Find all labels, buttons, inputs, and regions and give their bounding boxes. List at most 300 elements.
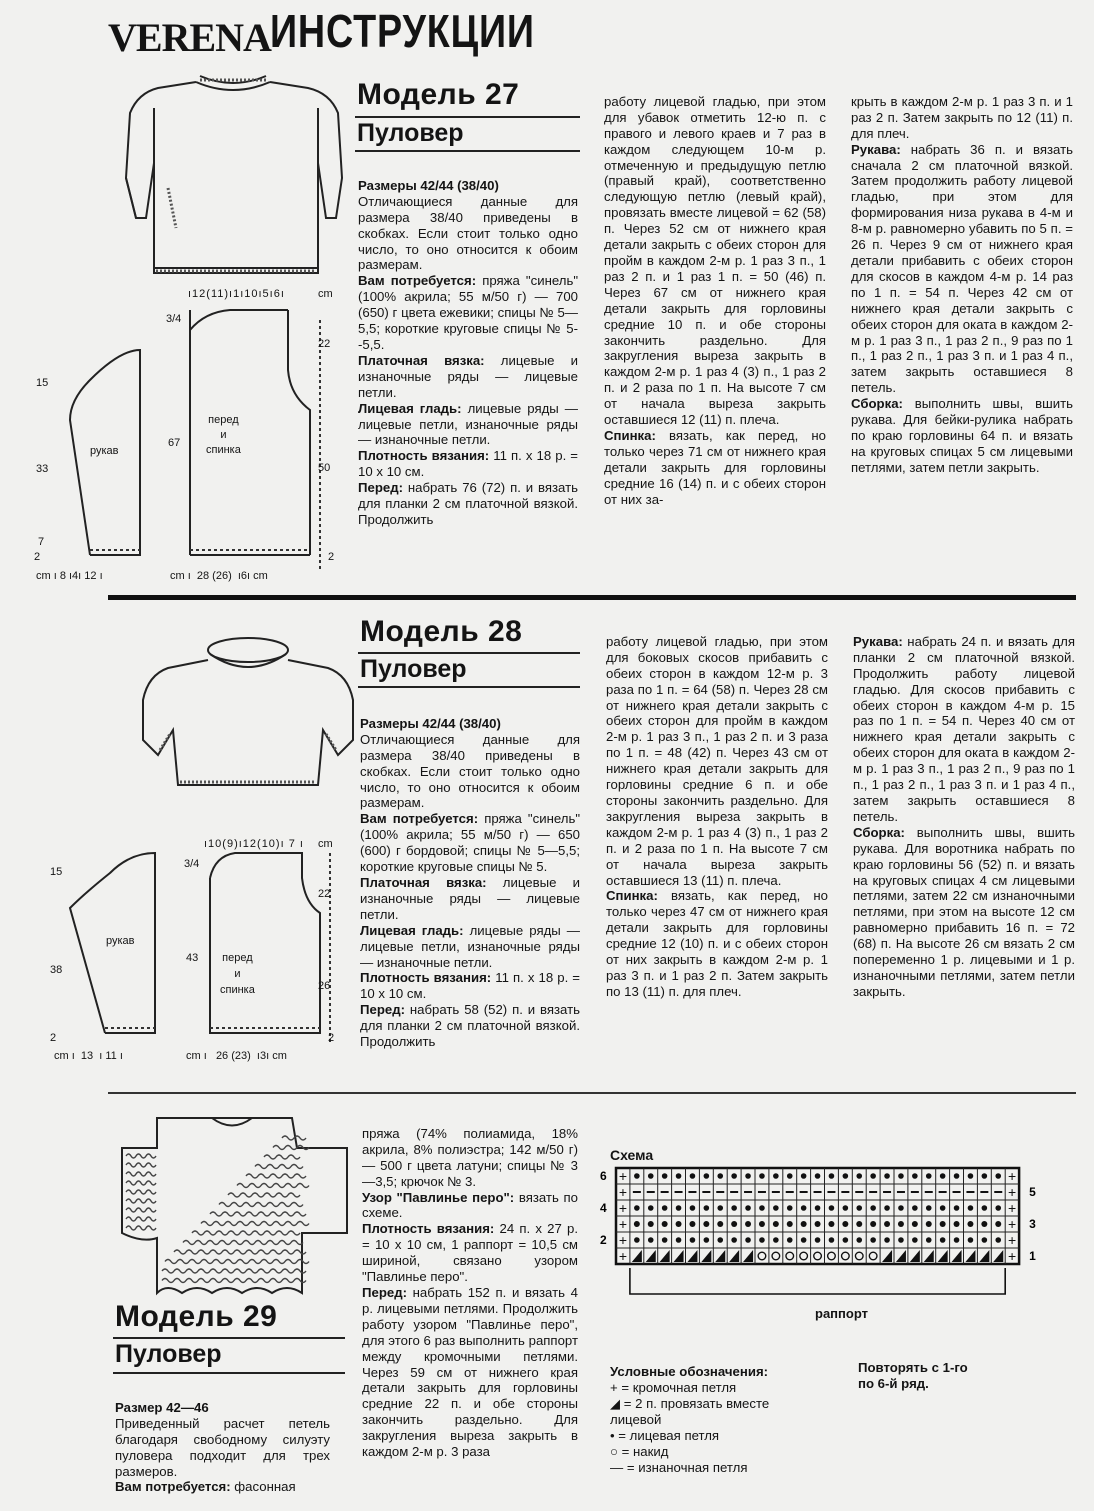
paragraph-text: вязать, как перед, но только через 71 см от нижнего края детали закрыть для горловины средние 16 (14) п. и с обеих сторон от них за- xyxy=(604,427,826,507)
paragraph xyxy=(851,142,1073,397)
model29-title: Модель 29 xyxy=(115,1300,278,1333)
k2tog-symbol xyxy=(910,1250,920,1262)
row-number-right: 1 xyxy=(1029,1249,1036,1263)
paragraph-heading: Плотность вязания: xyxy=(358,448,490,464)
paragraph-heading: Плотность вязания: xyxy=(360,970,492,986)
k2tog-symbol xyxy=(646,1250,656,1262)
paragraph-heading: Размеры 42/44 (38/40) xyxy=(360,715,501,731)
model28-subtitle: Пуловер xyxy=(360,655,467,683)
paragraph xyxy=(853,634,1075,825)
paragraph-heading: Рукава: xyxy=(851,141,901,157)
knit-stitch-symbol xyxy=(982,1237,988,1243)
knit-stitch-symbol xyxy=(717,1205,723,1211)
knit-stitch-symbol xyxy=(982,1173,988,1179)
knit-stitch-symbol xyxy=(884,1205,890,1211)
paragraph-heading: Сборка: xyxy=(851,396,903,412)
paragraph-heading: Вам потребуется: xyxy=(115,1479,231,1495)
knit-stitch-symbol xyxy=(856,1205,862,1211)
paragraph xyxy=(360,923,580,971)
paragraph xyxy=(362,1126,578,1190)
k2tog-symbol xyxy=(896,1250,906,1262)
k2tog-symbol xyxy=(701,1250,711,1262)
model27-body-label: перед и спинка xyxy=(206,414,241,456)
row-number-right: 3 xyxy=(1029,1217,1036,1231)
wave-line xyxy=(126,1217,156,1221)
model28-v26: 26 xyxy=(318,980,331,992)
knit-stitch-symbol xyxy=(815,1205,821,1211)
model28-v15: 15 xyxy=(50,866,63,878)
knit-stitch-symbol xyxy=(940,1237,946,1243)
knit-stitch-symbol xyxy=(787,1205,793,1211)
paragraph-text: лицевые ряды — лицевые петли, изнаночные ряды — изнаночные петли. xyxy=(360,922,580,970)
edge-stitch-symbol: + xyxy=(618,1248,628,1264)
edge-stitch-symbol: + xyxy=(1008,1232,1017,1248)
knit-stitch-symbol xyxy=(968,1205,974,1211)
model27-frac: 3/4 xyxy=(166,313,182,325)
knit-stitch-symbol xyxy=(676,1205,682,1211)
paragraph xyxy=(115,1400,330,1416)
rapport-bracket xyxy=(630,1268,1005,1294)
yarn-over-symbol xyxy=(800,1252,808,1260)
yarn-over-symbol xyxy=(855,1252,863,1260)
knit-stitch-symbol xyxy=(634,1221,640,1227)
model28-body-label: перед и спинка xyxy=(220,952,255,996)
knit-stitch-symbol xyxy=(870,1237,876,1243)
knit-stitch-symbol xyxy=(912,1205,918,1211)
paragraph xyxy=(358,194,578,274)
paragraph xyxy=(362,1190,578,1222)
model29-col2 xyxy=(362,1110,578,1476)
paragraph-text: фасонная xyxy=(230,1479,296,1495)
wave-line xyxy=(210,1212,306,1216)
model27-title: Модель 27 xyxy=(357,78,520,111)
paragraph xyxy=(360,875,580,923)
wave-line xyxy=(126,1154,156,1158)
paragraph-heading: Размеры 42/44 (38/40) xyxy=(358,177,499,193)
model27-pattern-diagram xyxy=(30,300,340,590)
knit-stitch-symbol xyxy=(995,1205,1001,1211)
model28-v43: 43 xyxy=(186,952,199,964)
model27-col2 xyxy=(604,78,826,523)
knit-stitch-symbol xyxy=(731,1237,737,1243)
knit-stitch-symbol xyxy=(815,1221,821,1227)
knit-stitch-symbol xyxy=(773,1237,779,1243)
paragraph-heading: Платочная вязка: xyxy=(358,352,485,368)
knit-stitch-symbol xyxy=(870,1221,876,1227)
paragraph-text: выполнить швы, вшить рукава. Для бейки-рулика набрать по краю горловины 64 п. и вязать на круговых спицах 5 см лицевыми петлями, затем петли закрыть. xyxy=(851,396,1073,475)
paragraph-heading: Платочная вязка: xyxy=(360,874,487,890)
legend-item: ○ = накид xyxy=(610,1444,669,1459)
k2tog-symbol xyxy=(952,1250,962,1262)
knit-stitch-symbol xyxy=(648,1237,654,1243)
section-divider-2 xyxy=(108,1092,1076,1094)
knit-stitch-symbol xyxy=(745,1205,751,1211)
row-number-left: 2 xyxy=(600,1233,607,1247)
k2tog-symbol xyxy=(979,1250,989,1262)
paragraph-heading: Спинка: xyxy=(604,427,656,443)
knit-stitch-symbol xyxy=(982,1205,988,1211)
knit-stitch-symbol xyxy=(940,1205,946,1211)
scheme-legend-title: Условные обозначения: xyxy=(610,1364,769,1379)
k2tog-symbol xyxy=(743,1250,753,1262)
knit-stitch-symbol xyxy=(843,1205,849,1211)
knit-stitch-symbol xyxy=(676,1221,682,1227)
model27-col3 xyxy=(851,78,1073,492)
knit-stitch-symbol xyxy=(912,1237,918,1243)
paragraph-text: пряжа "синель" (100% акрила; 55 м/50 г) — 700 (650) г цвета ежевики; спицы № 5—5,5; короткие круговые спицы № 5--5,5. xyxy=(358,273,578,352)
paragraph-text: лицевые и изнаночные ряды — лицевые петли. xyxy=(358,352,578,400)
paragraph-heading: Перед: xyxy=(362,1284,407,1300)
model27-v22: 22 xyxy=(318,338,331,350)
knit-stitch-symbol xyxy=(926,1221,932,1227)
knit-stitch-symbol xyxy=(662,1173,668,1179)
knit-stitch-symbol xyxy=(801,1173,807,1179)
knit-stitch-symbol xyxy=(662,1205,668,1211)
knit-stitch-symbol xyxy=(634,1205,640,1211)
knit-stitch-symbol xyxy=(843,1173,849,1179)
knit-stitch-symbol xyxy=(690,1237,696,1243)
paragraph xyxy=(358,353,578,401)
wave-line xyxy=(126,1172,156,1176)
model28-bottom-body: cm ı 26 (23) ı3ı cm xyxy=(186,1050,287,1062)
scheme-repeat-note: Повторять с 1-го по 6-й ряд. xyxy=(858,1360,968,1391)
paragraph xyxy=(604,428,826,508)
paragraph-text: 11 п. х 18 р. = 10 х 10 см. xyxy=(360,970,580,1002)
paragraph xyxy=(358,273,578,353)
edge-stitch-symbol: + xyxy=(1008,1248,1017,1264)
wave-line xyxy=(165,1260,309,1264)
wave-line xyxy=(174,1250,306,1254)
model27-v2: 2 xyxy=(34,551,41,563)
knit-stitch-symbol xyxy=(870,1173,876,1179)
scheme-chart xyxy=(596,1160,1046,1310)
knit-stitch-symbol xyxy=(926,1237,932,1243)
paragraph-heading: Сборка: xyxy=(853,824,905,840)
paragraph xyxy=(362,1221,578,1285)
model28-col3 xyxy=(853,618,1075,1016)
paragraph-heading: Вам потребуется: xyxy=(360,811,479,827)
knit-stitch-symbol xyxy=(676,1237,682,1243)
knit-stitch-symbol xyxy=(829,1237,835,1243)
knit-stitch-symbol xyxy=(676,1173,682,1179)
edge-stitch-symbol: + xyxy=(618,1200,628,1216)
paragraph xyxy=(360,970,580,1002)
wave-line xyxy=(183,1241,303,1245)
paragraph xyxy=(853,825,1075,1000)
yarn-over-symbol xyxy=(814,1252,822,1260)
knit-stitch-symbol xyxy=(842,1221,848,1227)
paragraph-text: работу лицевой гладью, при этом для боковых скосов прибавить с обеих сторон в каждом 12-м р. 3 раза по 1 п. = 64 (58) п. Через 28 см от нижнего края детали закрыть с обеих сторон для пройм в каждом 2-м р. 1 раз 3 п., 1 раз 2 п. и 3 раза по 1 п. = 48 (42) п. Через 43 см от нижнего края детали закрыть для горловины средние 6 п. и обе стороны закончить раздельно. Для закругления выреза закрыть в каждом 2-м р. 1 раз 4 (3) п., 1 раз 2 п. и 2 раза по 1 п. На высоте 7 см от начала выреза закрыть оставшиеся 13 (11) п. плеча. xyxy=(606,633,828,888)
model29-subtitle: Пуловер xyxy=(115,1340,222,1368)
model27-col1 xyxy=(358,162,578,544)
wave-line xyxy=(162,1269,306,1273)
knit-stitch-symbol xyxy=(995,1221,1001,1227)
knit-stitch-symbol xyxy=(954,1221,960,1227)
paragraph xyxy=(358,178,578,194)
knit-stitch-symbol xyxy=(843,1237,849,1243)
wave-line xyxy=(273,1146,309,1150)
yarn-over-symbol xyxy=(869,1252,877,1260)
paragraph xyxy=(358,401,578,449)
model27-top-dimensions: ı12(11)ı1ı10ı5ı6ı xyxy=(188,288,285,300)
wave-line xyxy=(126,1226,156,1230)
yarn-over-symbol xyxy=(786,1252,794,1260)
model27-title-underline xyxy=(355,116,580,118)
knit-stitch-symbol xyxy=(787,1237,793,1243)
model29-title-underline xyxy=(113,1337,345,1339)
scheme-label: Схема xyxy=(610,1147,654,1163)
knit-stitch-symbol xyxy=(926,1205,932,1211)
k2tog-symbol xyxy=(993,1250,1003,1262)
wave-line xyxy=(126,1208,156,1212)
edge-stitch-symbol: + xyxy=(618,1184,628,1200)
edge-stitch-symbol: + xyxy=(618,1232,628,1248)
model28-subtitle-underline xyxy=(358,686,580,688)
knit-stitch-symbol xyxy=(884,1237,890,1243)
knit-stitch-symbol xyxy=(717,1221,723,1227)
legend-item: + = кромочная петля xyxy=(610,1380,737,1395)
knit-stitch-symbol xyxy=(912,1173,918,1179)
model28-title-underline xyxy=(358,652,580,654)
k2tog-symbol xyxy=(882,1250,892,1262)
k2tog-symbol xyxy=(632,1250,642,1262)
knit-stitch-symbol xyxy=(995,1173,1001,1179)
wave-line xyxy=(246,1174,306,1178)
wave-line xyxy=(237,1184,309,1188)
paragraph-text: Приведенный расчет петель благодаря свободному силуэту пуловера подходит для трех размеров. xyxy=(115,1415,330,1479)
page-title: ИНСТРУКЦИИ xyxy=(270,5,535,57)
paragraph-text: лицевые ряды — лицевые петли, изнаночные ряды — изнаночные петли. xyxy=(358,400,578,448)
paragraph-text: набрать 36 п. и вязать сначала 2 см платочной вязкой. Затем продолжить работу лицевой гладью, при этом для формирования низа рукава в 4-м и 8-м р. равномерно убавить по 5 п. = 26 п. Через 9 см от нижнего края детали прибавить с обеих сторон для скосов в каждом 4-м р. 14 раз по 1 п. = 54 п. Через 42 см от нижнего края детали закрыть с обеих сторон для оката в каждом 2-м р. 1 раз 3 п., 1 раз 2 п., 9 раз по 1 п., 1 раз 2 п., 1 раз 3 п. и 1 раз 4 п., затем закрыть оставшиеся 8 петель. xyxy=(851,141,1073,396)
k2tog-symbol xyxy=(965,1250,975,1262)
paragraph xyxy=(362,1285,578,1460)
knit-stitch-symbol xyxy=(856,1237,862,1243)
knit-stitch-symbol xyxy=(690,1205,696,1211)
knit-stitch-symbol xyxy=(648,1205,654,1211)
paragraph xyxy=(360,1002,580,1050)
paragraph-text: лицевые и изнаночные ряды — лицевые петли. xyxy=(360,874,580,922)
model27-v67: 67 xyxy=(168,437,181,449)
knit-stitch-symbol xyxy=(995,1237,1001,1243)
paragraph-text: выполнить швы, вшить рукава. Для воротника набрать по краю горловины 56 (52) п. и вязать на круговых спицах 4 см лицевыми петлями, затем 22 см изнаночными петлями, при этом на высоте 12 см равномерно прибавить 16 п. = 72 (68) п. На высоте 26 см вязать 2 см попеременно 1 р. лицевыми и 1 р. изнаночными петлями, затем петли закрыть. xyxy=(853,824,1075,999)
knit-stitch-symbol xyxy=(731,1205,737,1211)
wave-line xyxy=(228,1193,300,1197)
knit-stitch-symbol xyxy=(717,1237,723,1243)
k2tog-symbol xyxy=(674,1250,684,1262)
legend-item: ◢ = 2 п. провязать вместе лицевой xyxy=(610,1396,770,1427)
knit-stitch-symbol xyxy=(801,1237,807,1243)
knit-stitch-symbol xyxy=(773,1205,779,1211)
wave-line xyxy=(264,1155,300,1159)
k2tog-symbol xyxy=(924,1250,934,1262)
knit-stitch-symbol xyxy=(968,1237,974,1243)
knit-stitch-symbol xyxy=(967,1221,973,1227)
knit-stitch-symbol xyxy=(690,1173,696,1179)
paragraph-text: 11 п. х 18 р. = 10 х 10 см. xyxy=(358,448,578,480)
edge-stitch-symbol: + xyxy=(1008,1184,1017,1200)
paragraph xyxy=(358,448,578,480)
k2tog-symbol xyxy=(715,1250,725,1262)
model27-top-cm: cm xyxy=(318,288,333,300)
knit-stitch-symbol xyxy=(634,1237,640,1243)
knit-stitch-symbol xyxy=(703,1221,709,1227)
model28-frac: 3/4 xyxy=(184,858,200,870)
paragraph-heading: Спинка: xyxy=(606,888,658,904)
wave-line xyxy=(282,1136,306,1140)
knit-stitch-symbol xyxy=(940,1173,946,1179)
knit-stitch-symbol xyxy=(801,1221,807,1227)
paragraph-text: набрать 58 (52) п. и вязать для планки 2 см платочной вязкой. Продолжить xyxy=(360,1002,580,1050)
model27-bottom-sleeve: cm ı 8 ı4ı 12 ı xyxy=(36,570,103,582)
knit-stitch-symbol xyxy=(704,1205,710,1211)
knit-stitch-symbol xyxy=(787,1221,793,1227)
paragraph-heading: Плотность вязания: xyxy=(362,1221,495,1237)
paragraph-heading: Перед: xyxy=(358,480,403,496)
knit-stitch-symbol xyxy=(634,1173,640,1179)
k2tog-symbol xyxy=(729,1250,739,1262)
paragraph xyxy=(851,396,1073,476)
model27-v15: 15 xyxy=(36,377,49,389)
paragraph xyxy=(360,716,580,732)
k2tog-symbol xyxy=(660,1250,670,1262)
knit-stitch-symbol xyxy=(898,1221,904,1227)
paragraph-text: вязать, как перед, но только через 47 см от нижнего края детали закрыть для горловины средние 12 (10) п. и с обеих сторон от них закрыть в каждом 2-м р. 1 раз 3 п. и 1 раз 2 п. Затем закрыть по 13 (11) п. для плеч. xyxy=(606,888,828,999)
knit-stitch-symbol xyxy=(954,1173,960,1179)
paragraph xyxy=(604,94,826,428)
knit-stitch-symbol xyxy=(981,1221,987,1227)
knit-stitch-symbol xyxy=(731,1173,737,1179)
paragraph-text: 24 п. х 27 р. = 10 х 10 см, 1 раппорт = 10,5 см шириной, связано узором "Павлинье перо". xyxy=(362,1221,578,1285)
scheme-rapport-label: раппорт xyxy=(815,1306,868,1321)
knit-stitch-symbol xyxy=(717,1173,723,1179)
paragraph-heading: Вам потребуется: xyxy=(358,273,477,289)
k2tog-symbol xyxy=(687,1250,697,1262)
paragraph xyxy=(360,732,580,812)
knit-stitch-symbol xyxy=(829,1173,835,1179)
paragraph xyxy=(606,888,828,999)
scheme-legend xyxy=(610,1380,790,1476)
model28-title: Модель 28 xyxy=(360,615,523,648)
yarn-over-symbol xyxy=(842,1252,850,1260)
knit-stitch-symbol xyxy=(704,1237,710,1243)
model28-col1 xyxy=(360,700,580,1066)
model28-sleeve-label: рукав xyxy=(106,935,135,947)
yarn-over-symbol xyxy=(772,1252,780,1260)
knit-stitch-symbol xyxy=(773,1221,779,1227)
model28-bottom-sleeve: cm ı 13 ı 11 ı xyxy=(54,1050,123,1062)
knit-stitch-symbol xyxy=(884,1173,890,1179)
knit-stitch-symbol xyxy=(648,1173,654,1179)
paragraph xyxy=(851,94,1073,142)
edge-stitch-symbol: + xyxy=(618,1216,628,1232)
paragraph-text: набрать 24 п. и вязать для планки 2 см платочной вязкой. Продолжить работу лицевой гладью. Для скосов прибавить с обеих сторон в каждом 4-м р. 15 раз по 1 п. = 54 п. Через 40 см от нижнего края детали закрыть с обеих сторон для оката в каждом 2-м р. 1 раз 3 п., 1 раз 2 п., 9 раз по 1 п., 1 раз 2 п., 1 раз 3 п. и 1 раз 4 п., затем закрыть оставшиеся 8 петель. xyxy=(853,633,1075,824)
knit-stitch-symbol xyxy=(815,1173,821,1179)
knit-stitch-symbol xyxy=(829,1205,835,1211)
knit-stitch-symbol xyxy=(898,1205,904,1211)
knit-stitch-symbol xyxy=(662,1237,668,1243)
brand-logo: VERENA xyxy=(108,15,271,60)
paragraph-text: пряжа "синель" (100% акрила; 55 м/50 г) — 650 (600) г бордовой; спицы № 5—5,5; короткие круговые спицы № 5. xyxy=(360,811,580,875)
paragraph-text: крыть в каждом 2-м р. 1 раз 3 п. и 1 раз 2 п. Затем закрыть по 12 (11) п. для плеч. xyxy=(851,93,1073,141)
knit-stitch-symbol xyxy=(662,1221,668,1227)
paragraph-text: работу лицевой гладью, при этом для убавок отметить 12-ю п. с правого и левого краев и 7 раз в каждом следующем 10-м р. отмеченную и предыдущую петлю (правый край), соответственно следующую петлю (левый край), провязать вместе лицевой = 62 (58) п. Через 52 см от нижнего края детали закрыть с обеих сторон для пройм в каждом 2-м р. 1 раз 3 п., 1 раз 2 п. и 1 раз 1 п. = 50 (46) п. Через 67 см от нижнего края детали закрыть для горловины средние 10 п. и обе стороны закончить раздельно. Для закругления выреза закрыть в каждом 2-м р. 1 раз 4 (3) п., 1 раз 2 п. и 2 раза по 1 п. На высоте 7 см от начала выреза закрыть оставшиеся 12 (11) п. плеча. xyxy=(604,93,826,428)
knit-stitch-symbol xyxy=(648,1221,654,1227)
model28-pattern-diagram xyxy=(30,848,340,1048)
yarn-over-symbol xyxy=(828,1252,836,1260)
paragraph xyxy=(115,1479,330,1495)
model28-v38: 38 xyxy=(50,964,63,976)
knit-stitch-symbol xyxy=(954,1205,960,1211)
knit-stitch-symbol xyxy=(745,1237,751,1243)
knit-stitch-symbol xyxy=(815,1237,821,1243)
knit-stitch-symbol xyxy=(898,1237,904,1243)
wave-line xyxy=(192,1231,300,1235)
paragraph xyxy=(358,480,578,528)
knit-stitch-symbol xyxy=(856,1173,862,1179)
model27-sweater-sketch xyxy=(118,68,348,283)
paragraph-heading: Лицевая гладь: xyxy=(360,922,464,938)
wave-line xyxy=(201,1222,309,1226)
knit-stitch-symbol xyxy=(759,1221,765,1227)
section-divider-1 xyxy=(108,595,1076,600)
model29-subtitle-underline xyxy=(113,1372,345,1374)
model29-col1 xyxy=(115,1384,330,1511)
model27-subtitle: Пуловер xyxy=(357,119,464,147)
paragraph xyxy=(606,634,828,889)
knit-stitch-symbol xyxy=(689,1221,695,1227)
edge-stitch-symbol: + xyxy=(1008,1168,1017,1184)
knit-stitch-symbol xyxy=(828,1221,834,1227)
model28-top-cm: cm xyxy=(318,838,333,850)
model27-v33: 33 xyxy=(36,463,49,475)
wave-line xyxy=(126,1163,156,1167)
model27-v7: 7 xyxy=(38,536,45,548)
paragraph-text: Отличающиеся данные для размера 38/40 приведены в скобках. Если стоит только одно число, то оно относится к обоим размерам. xyxy=(360,731,580,811)
model28-top-dimensions: ı10(9)ı12(10)ı 7 ı xyxy=(204,838,304,850)
legend-item: • = лицевая петля xyxy=(610,1428,720,1443)
knit-stitch-symbol xyxy=(801,1205,807,1211)
paragraph-text: пряжа (74% полиамида, 18% акрила, 8% полиэстра; 142 м/50 г) — 500 г цвета латуни; спицы № 3—3,5; крючок № 3. xyxy=(362,1125,578,1189)
edge-stitch-symbol: + xyxy=(1008,1216,1017,1232)
row-number-left: 6 xyxy=(600,1169,607,1183)
knit-stitch-symbol xyxy=(759,1205,765,1211)
wave-line xyxy=(126,1190,156,1194)
knit-stitch-symbol xyxy=(968,1173,974,1179)
k2tog-symbol xyxy=(938,1250,948,1262)
model27-v2-right: 2 xyxy=(328,551,335,563)
paragraph-heading: Рукава: xyxy=(853,633,903,649)
model28-sweater-sketch xyxy=(138,630,358,790)
paragraph-heading: Размер 42—46 xyxy=(115,1399,209,1415)
paragraph-heading: Перед: xyxy=(360,1002,405,1018)
knit-stitch-symbol xyxy=(759,1173,765,1179)
paragraph-heading: Узор "Павлинье перо": xyxy=(362,1189,515,1205)
knit-stitch-symbol xyxy=(704,1173,710,1179)
paragraph-text: вязать по схеме. xyxy=(362,1189,578,1221)
knit-stitch-symbol xyxy=(898,1173,904,1179)
knit-stitch-symbol xyxy=(773,1173,779,1179)
edge-stitch-symbol: + xyxy=(618,1168,628,1184)
knit-stitch-symbol xyxy=(787,1173,793,1179)
knit-stitch-symbol xyxy=(731,1221,737,1227)
knit-stitch-symbol xyxy=(870,1205,876,1211)
knit-stitch-symbol xyxy=(745,1173,751,1179)
model29-sweater-sketch xyxy=(112,1108,352,1303)
knit-stitch-symbol xyxy=(926,1173,932,1179)
knit-stitch-symbol xyxy=(745,1221,751,1227)
model28-v2: 2 xyxy=(50,1032,57,1044)
paragraph-text: набрать 76 (72) п. и вязать для планки 2 см платочной вязкой. Продолжить xyxy=(358,480,578,527)
